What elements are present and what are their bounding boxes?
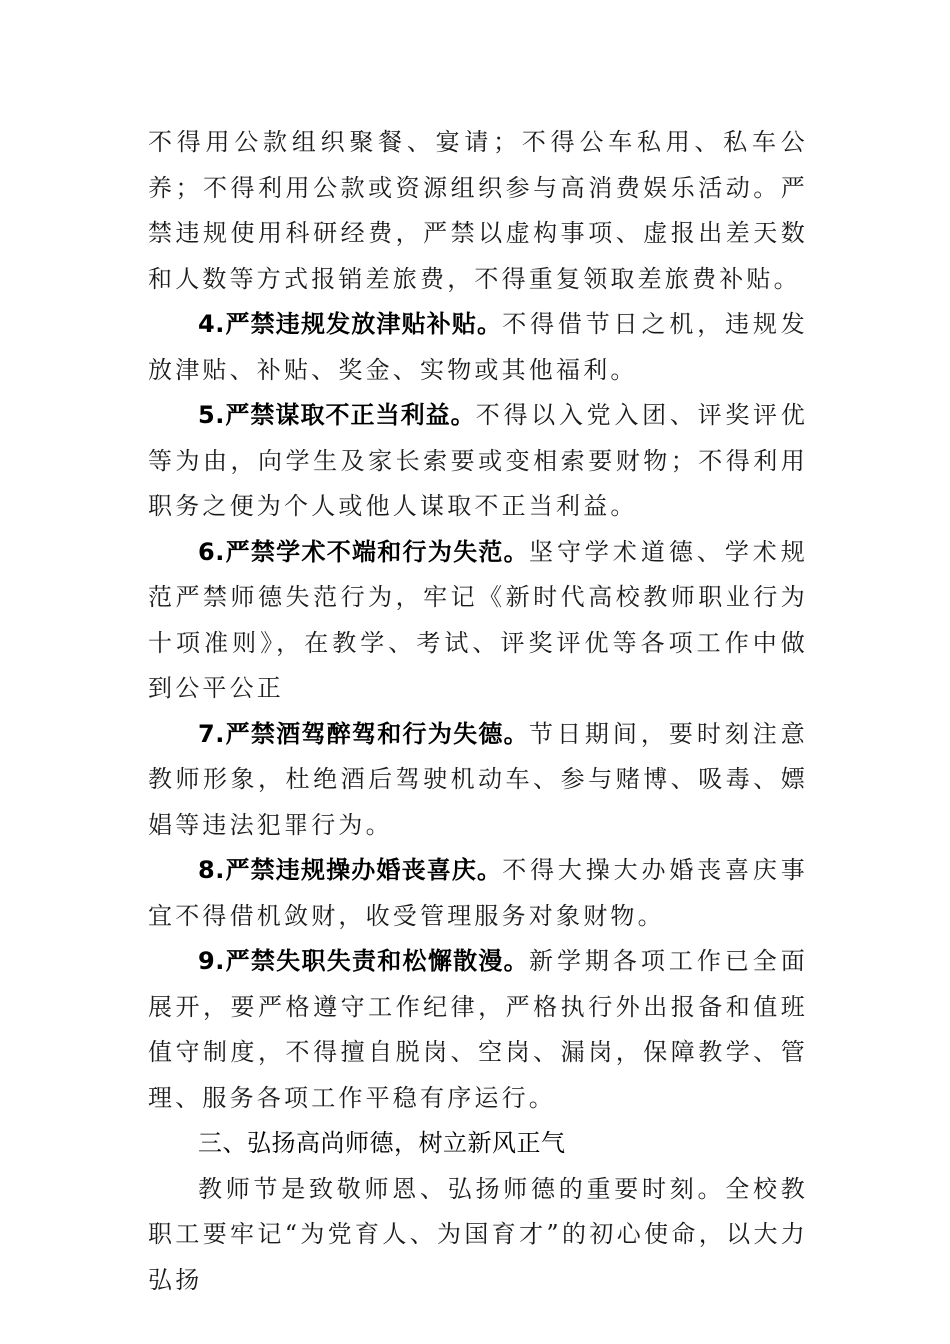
paragraph-text: 不得借节日之机，违规发放津贴、补贴、奖金、实物或其他福利。 xyxy=(148,310,808,384)
paragraph-item-6 xyxy=(148,530,808,712)
paragraph-text: 不得大操大办婚丧喜庆事宜不得借机敛财，收受管理服务对象财物。 xyxy=(148,856,808,930)
paragraph-item-9 xyxy=(148,939,808,1121)
paragraph-text: 不得以入党入团、评奖评优等为由，向学生及家长索要或变相索要财物；不得利用职务之便为个人或他人谋取不正当利益。 xyxy=(148,401,808,520)
paragraph-item-8 xyxy=(148,848,808,939)
paragraph-item-7 xyxy=(148,712,808,849)
paragraph-text: 坚守学术道德、学术规范严禁师德失范行为，牢记《新时代高校教师职业行为十项准则》，在教学、考试、评奖评优等各项工作中做到公平公正 xyxy=(148,537,808,702)
paragraph-lead: 9.严禁失职失责和松懈散漫。 xyxy=(198,947,529,975)
document-body xyxy=(148,120,808,1303)
paragraph-lead: 6.严禁学术不端和行为失范。 xyxy=(198,537,529,566)
closing-paragraph xyxy=(148,1167,808,1304)
paragraph-item-5 xyxy=(148,393,808,530)
paragraph-text: 不得用公款组织聚餐、宴请；不得公车私用、私车公养；不得利用公款或资源组织参与高消费娱乐活动。严禁违规使用科研经费，严禁以虚构事项、虚报出差天数和人数等方式报销差旅费，不得重复领取差旅费补贴。 xyxy=(148,128,808,293)
paragraph-text: 节日期间，要时刻注意教师形象，杜绝酒后驾驶机动车、参与赌博、吸毒、嫖娼等违法犯罪行为。 xyxy=(148,719,808,839)
section-heading: 三、弘扬高尚师德，树立新风正气 xyxy=(198,1129,566,1157)
paragraph-continuation xyxy=(148,120,808,302)
paragraph-text: 新学期各项工作已全面展开，要严格遵守工作纪律，严格执行外出报备和值班值守制度，不得擅自脱岗、空岗、漏岗，保障教学、管理、服务各项工作平稳有序运行。 xyxy=(148,947,808,1112)
paragraph-text: 教师节是致敬师恩、弘扬师德的重要时刻。全校教职工要牢记“为党育人、为国育才”的初心使命，以大力弘扬 xyxy=(148,1174,808,1294)
paragraph-lead: 4.严禁违规发放津贴补贴。 xyxy=(198,310,503,338)
paragraph-item-4 xyxy=(148,302,808,393)
paragraph-lead: 8.严禁违规操办婚丧喜庆。 xyxy=(198,856,503,884)
paragraph-lead: 7.严禁酒驾醉驾和行为失德。 xyxy=(198,719,529,748)
paragraph-lead: 5.严禁谋取不正当利益。 xyxy=(198,401,476,429)
